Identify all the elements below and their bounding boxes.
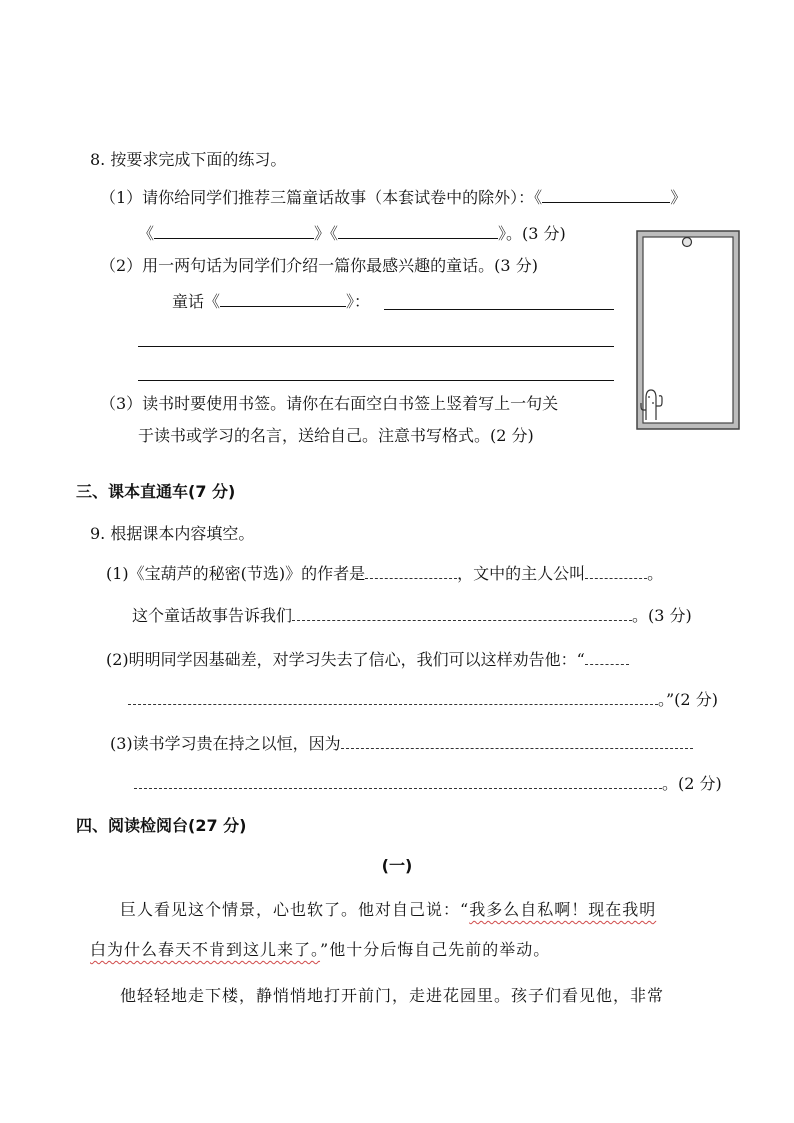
q8-part2: （2）用一两句话为同学们介绍一篇你最感兴趣的童话。(3 分) [100, 256, 538, 275]
q8-part3-line1: （3）读书时要使用书签。请你在右面空白书签上竖着写上一句关 [100, 394, 559, 413]
q9-sub2-line1: (2)明明同学因基础差，对学习失去了信心，我们可以这样劝告他：“ [106, 648, 629, 672]
story-blank-3[interactable] [338, 222, 498, 239]
q9-sub1-line2: 这个童话故事告诉我们 。(3 分) [132, 606, 692, 625]
advice-blank[interactable] [128, 688, 658, 705]
advice-blank-start[interactable] [585, 648, 629, 665]
reading-para-1-line1: 巨人看见这个情景，心也软了。他对自己说：“我多么自私啊！现在我明 [120, 900, 657, 919]
protagonist-blank[interactable] [585, 562, 647, 579]
q9-sub1-line1: (1)《宝葫芦的秘密(节选)》的作者是 ，文中的主人公叫 。 [106, 564, 664, 583]
intro-line-3[interactable] [138, 380, 614, 381]
reading-para-1-line2: 白为什么春天不肯到这儿来了。”他十分后悔自己先前的举动。 [90, 940, 551, 959]
giant-quote: 我多么自私啊！现在我明 [469, 900, 657, 919]
q9-sub3-line1: (3)读书学习贵在持之以恒，因为 [110, 732, 693, 756]
q8-part1-line1: （1）请你给同学们推荐三篇童话故事（本套试卷中的除外）：《 》 [100, 188, 687, 207]
fairytale-title-blank[interactable] [220, 290, 346, 307]
q9-sub2-line2: 。”(2 分) [128, 688, 718, 712]
section-4-title: 四、阅读检阅台(27 分) [76, 816, 247, 835]
story-blank-2[interactable] [154, 222, 314, 239]
q9-sub3-line2: 。(2 分) [134, 772, 722, 796]
section-3-title: 三、课本直通车(7 分) [76, 482, 236, 501]
story-lesson-blank[interactable] [292, 604, 632, 621]
intro-line-2[interactable] [138, 346, 614, 347]
q9-title: 9. 根据课本内容填空。 [90, 524, 255, 543]
q8-part1-line2: 《 》《 》。(3 分) [138, 224, 566, 243]
reason-blank-start[interactable] [341, 732, 693, 749]
q8-part1-text: （1）请你给同学们推荐三篇童话故事（本套试卷中的除外）：《 [100, 188, 543, 207]
reason-blank[interactable] [134, 772, 662, 789]
q8-title: 8. 按要求完成下面的练习。 [90, 150, 287, 169]
author-blank[interactable] [365, 562, 457, 579]
q8-part3-line2: 于读书或学习的名言，送给自己。注意书写格式。(2 分) [138, 426, 534, 445]
blank-bookmark[interactable] [636, 230, 740, 430]
story-blank-1[interactable] [542, 186, 670, 203]
q8-part2-fairytale: 童话《 》： [172, 292, 371, 311]
intro-line-1[interactable] [384, 309, 614, 310]
reading-part-1: (一) [381, 856, 413, 875]
giant-quote-cont: 白为什么春天不肯到这儿来了。 [90, 940, 321, 959]
reading-para-2: 他轻轻地走下楼，静悄悄地打开前门，走进花园里。孩子们看见他，非常 [120, 986, 665, 1005]
